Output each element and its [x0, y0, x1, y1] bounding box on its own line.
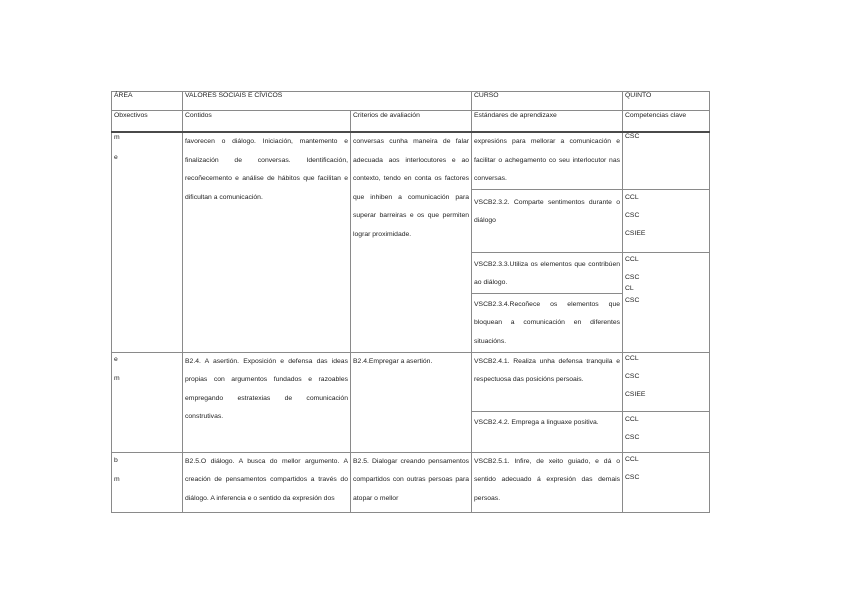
standard-cell: VSCB2.4.2. Emprega a linguaxe positiva. [472, 411, 623, 452]
area-value-cell: VALORES SOCIAIS E CÍVICOS [183, 92, 472, 111]
objective-code: e [114, 355, 118, 363]
competence-code: CSC [625, 133, 640, 140]
standard-cell: VSCB2.5.1. Infire, de xeito guiado, e dá o sentido adecuado á expresión das demais persoas. [472, 452, 623, 512]
competence-code: CSC [625, 296, 640, 304]
competence-code: CCL [625, 193, 639, 201]
col-header-objectives: Obxectivos [112, 111, 183, 133]
curso-label-cell: CURSO [472, 92, 623, 111]
competence-code: CL [625, 284, 634, 292]
competence-code: CSC [625, 211, 640, 219]
standard-cell: VSCB2.3.3.Utiliza os elementos que contribúen ao diálogo. [472, 252, 623, 293]
competences-cell [623, 252, 710, 352]
competence-code: CSIEE [625, 390, 646, 398]
area-label-cell: ÁREA [112, 92, 183, 111]
competences-cell [623, 452, 710, 512]
col-header-criteria: Criterios de avaliación [351, 111, 472, 133]
competence-code: CCL [625, 255, 639, 263]
competence-code: CSIEE [625, 229, 646, 237]
objectives-cell [112, 452, 183, 512]
contents-cell: B2.4. A asertión. Exposición e defensa das ideas propias con argumentos fundados e razoables empregando estratexias de comunicación construtivas. [183, 352, 351, 452]
col-header-competences: Competencias clave [623, 111, 710, 133]
table-row [112, 452, 710, 512]
curriculum-table [111, 91, 710, 513]
criteria-cell: B2.5. Dialogar creando pensamentos compartidos con outras persoas para atopar o mellor [351, 452, 472, 512]
objectives-cell [112, 132, 183, 352]
competences-cell [623, 352, 710, 411]
standard-cell: VSCB2.3.2. Comparte sentimentos durante o diálogo [472, 189, 623, 252]
header-row [112, 92, 710, 111]
competence-code: CCL [625, 354, 639, 362]
objective-code: b [114, 456, 118, 464]
standard-cell: VSCB2.3.4.Recoñece os elementos que bloquean a comunicación en diferentes situacións. [472, 293, 623, 352]
contents-cell: favorecen o diálogo. Iniciación, mantemento e finalización de conversas. Identificación, recoñecemento e análise de hábitos que facilitan e dificultan a comunicación. [183, 132, 351, 352]
criteria-cell: conversas cunha maneira de falar adecuada aos interlocutores e ao contexto, tendo en conta os factores que inhiben a comunicación para superar barreiras e os que permiten lograr proximidade. [351, 132, 472, 352]
competences-cell [623, 411, 710, 452]
competences-cell [623, 189, 710, 252]
competence-code: CSC [625, 372, 640, 380]
col-header-standards: Estándares de aprendizaxe [472, 111, 623, 133]
objective-code: m [114, 134, 120, 141]
column-header-row [112, 111, 710, 133]
competence-code: CCL [625, 415, 639, 423]
objective-code: m [114, 476, 120, 483]
curso-value-cell: QUINTO [623, 92, 710, 111]
objectives-cell [112, 352, 183, 452]
objective-code: e [114, 153, 118, 161]
competence-code: CSC [625, 273, 640, 281]
competences-cell [623, 132, 710, 189]
col-header-contents: Contidos [183, 111, 351, 133]
competence-code: CCL [625, 455, 639, 463]
standard-cell: expresións para mellorar a comunicación e facilitar o achegamento co seu interlocutor nas conversas. [472, 132, 623, 189]
objective-code: m [114, 375, 120, 382]
criteria-cell: B2.4.Empregar a asertión. [351, 352, 472, 452]
competence-code: CSC [625, 473, 640, 481]
competence-code: CSC [625, 433, 640, 441]
contents-cell: B2.5.O diálogo. A busca do mellor argumento. A creación de pensamentos compartidos a través do diálogo. A inferencia e o sentido da expresión dos [183, 452, 351, 512]
standard-cell: VSCB2.4.1. Realiza unha defensa tranquila e respectuosa das posicións persoais. [472, 352, 623, 411]
table-row [112, 132, 710, 189]
table-row [112, 352, 710, 411]
